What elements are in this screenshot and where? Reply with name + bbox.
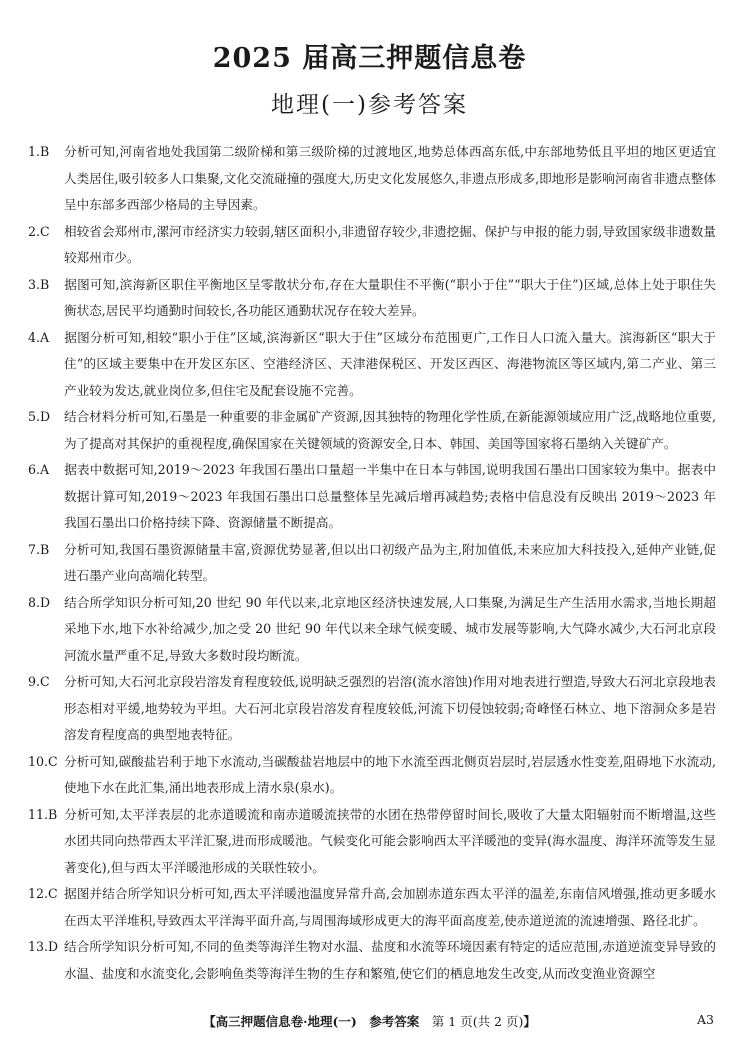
answer-number: 1.B bbox=[28, 144, 50, 159]
answer-item-9 bbox=[28, 669, 716, 749]
answer-number: 11.B bbox=[28, 806, 58, 822]
answer-explanation: 分析可知,太平洋表层的北赤道暖流和南赤道暖流挟带的水团在热带停留时间长,吸收了大量太阳辐射而不断增温,这些水团共同向热带西太平洋汇聚,进而形成暖池。气候变化可能会影响西太平洋暖池的变异(海水温度、海洋环流等发生显著变化),但与西太平洋暖池形成的关联性较小。 bbox=[64, 806, 716, 875]
answer-number: 4.A bbox=[28, 329, 50, 345]
page-number: 第 1 页(共 2 页) bbox=[431, 1014, 524, 1029]
answer-explanation: 结合所学知识分析可知,20 世纪 90 年代以来,北京地区经济快速发展,人口集聚,为满足生产生活用水需求,当地长期超采地下水,地下水补给减少,加之受 20 世纪 90 年代以来全球气候变暖、城市发展等影响,大气降水减少,大石河北京段河流水量严重不足,导致大多数时段均断流。 bbox=[64, 594, 716, 663]
answer-number: 12.C bbox=[28, 886, 58, 901]
paper-code: A3 bbox=[697, 1012, 714, 1027]
answer-explanation: 分析可知,河南省地处我国第二级阶梯和第三级阶梯的过渡地区,地势总体西高东低,中东部地势低且平坦的地区更适宜人类居住,吸引较多人口集聚,文化交流碰撞的强度大,历史文化发展悠久,非遗点形成多,即地形是影响河南省非遗点整体呈中东部多西部少格局的主导因素。 bbox=[64, 144, 716, 212]
answer-list bbox=[28, 139, 716, 987]
answer-explanation: 分析可知,大石河北京段岩溶发育程度较低,说明缺乏强烈的岩溶(流水溶蚀)作用对地表进行塑造,导致大石河北京段地表形态相对平缓,地势较为平坦。大石河北京段岩溶发育程度较低,河流下切侵蚀较弱;奇峰怪石林立、地下溶洞众多是岩溶发育程度高的典型地表特征。 bbox=[64, 674, 716, 742]
answer-explanation: 结合所学知识分析可知,不同的鱼类等海洋生物对水温、盐度和水流等环境因素有特定的适应范围,赤道逆流变异导致的水温、盐度和水流变化,会影响鱼类等海洋生物的生存和繁殖,使它们的栖息地发生改变,从而改变渔业资源空 bbox=[64, 939, 716, 981]
answer-item-11 bbox=[28, 802, 716, 882]
footer-label: 【高三押题信息卷·地理(一) 参考答案 bbox=[203, 1014, 432, 1029]
answer-number: 10.C bbox=[28, 753, 58, 769]
page-footer bbox=[0, 1012, 739, 1030]
answer-explanation: 据图并结合所学知识分析可知,西太平洋暖池温度异常升高,会加剧赤道东西太平洋的温差,东南信风增强,推动更多暖水在西太平洋堆积,导致西太平洋海平面升高,与周围海域形成更大的海平面高度差,使赤道逆流的流速增强、路径北扩。 bbox=[64, 886, 716, 928]
footer-bracket: 】 bbox=[523, 1014, 536, 1029]
answer-item-10 bbox=[28, 749, 716, 802]
answer-number: 3.B bbox=[28, 276, 50, 292]
answer-number: 13.D bbox=[28, 939, 59, 954]
answer-number: 7.B bbox=[28, 541, 50, 557]
answer-item-12 bbox=[28, 881, 716, 934]
answer-explanation: 分析可知,碳酸盐岩利于地下水流动,当碳酸盐岩地层中的地下水流至西北侧页岩层时,岩层透水性变差,阻碍地下水流动,使地下水在此汇集,涌出地表形成上清水泉(泉水)。 bbox=[64, 753, 716, 795]
answer-item-1 bbox=[28, 139, 716, 219]
answer-number: 6.A bbox=[28, 462, 50, 477]
answer-explanation: 据图可知,滨海新区职住平衡地区呈零散状分布,存在大量职住不平衡(“职小于住”“职大于住”)区域,总体上处于职住失衡状态,居民平均通勤时间较长,各功能区通勤状况存在较大差异。 bbox=[64, 276, 716, 318]
answer-item-3 bbox=[28, 272, 716, 325]
answer-explanation: 相较省会郑州市,漯河市经济实力较弱,辖区面积小,非遗留存较少,非遗挖掘、保护与申报的能力弱,导致国家级非遗数量较郑州市少。 bbox=[64, 223, 716, 265]
answer-number: 8.D bbox=[28, 594, 51, 610]
answer-number: 9.C bbox=[28, 674, 50, 689]
answer-item-8 bbox=[28, 590, 716, 670]
exam-subtitle: 地理(一)参考答案 bbox=[271, 92, 468, 118]
answer-item-13 bbox=[28, 934, 716, 987]
answer-item-6 bbox=[28, 457, 716, 537]
answer-number: 5.D bbox=[28, 409, 51, 424]
answer-item-5 bbox=[28, 404, 716, 457]
answer-explanation: 分析可知,我国石墨资源储量丰富,资源优势显著,但以出口初级产品为主,附加值低,未来应加大科技投入,延伸产业链,促进石墨产业向高端化转型。 bbox=[64, 541, 716, 583]
answer-item-2 bbox=[28, 219, 716, 272]
answer-number: 2.C bbox=[28, 223, 50, 239]
answer-item-4 bbox=[28, 325, 716, 405]
answer-explanation: 结合材料分析可知,石墨是一种重要的非金属矿产资源,因其独特的物理化学性质,在新能源领域应用广泛,战略地位重要,为了提高对其保护的重视程度,确保国家在关键领域的资源安全,日本、韩国、美国等国家将石墨纳入关键矿产。 bbox=[64, 409, 716, 451]
answer-explanation: 据图分析可知,相较“职小于住”区域,滨海新区“职大于住”区域分布范围更广,工作日人口流入量大。滨海新区“职大于住”的区域主要集中在开发区东区、空港经济区、天津港保税区、开发区西区、海港物流区等区域内,第二产业、第三产业较为发达,就业岗位多,但住宅及配套设施不完善。 bbox=[64, 329, 716, 398]
answer-explanation: 据表中数据可知,2019～2023 年我国石墨出口量超一半集中在日本与韩国,说明我国石墨出口国家较为集中。据表中数据计算可知,2019～2023 年我国石墨出口总量整体呈先减后增再减趋势;表格中信息没有反映出 2019～2023 年我国石墨出口价格持续下降、资源储量不断提高。 bbox=[64, 462, 716, 530]
answer-item-7 bbox=[28, 537, 716, 590]
exam-title: 2025 届高三押题信息卷 bbox=[212, 43, 527, 74]
